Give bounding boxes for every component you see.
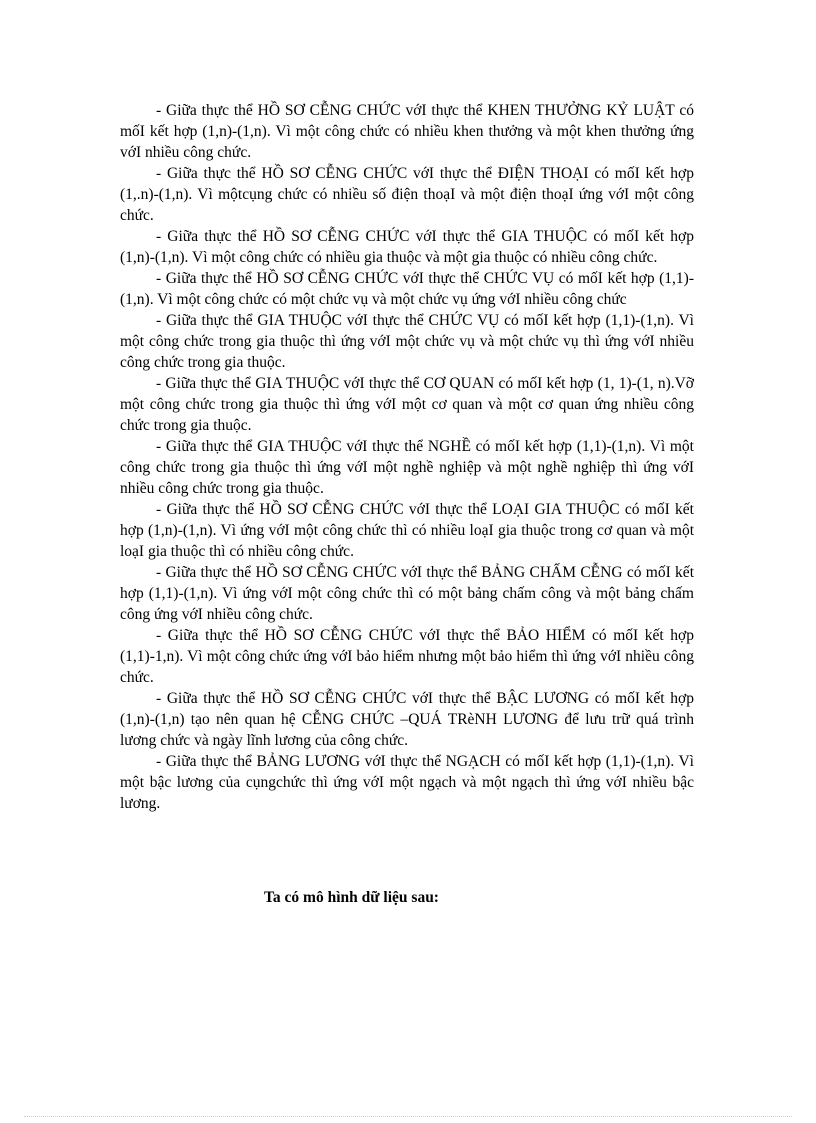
relationship-paragraph: - Giữa thực thể GIA THUỘC vớI thực thể NGHỀ có mốI kết hợp (1,1)-(1,n). Vì một công chức trong gia thuộc thì ứng vớI một nghề nghiệp và một nghề nghiệp thì ứng vớI nhiều công chức trong gia thuộc. [120, 438, 694, 497]
relationship-paragraph: - Giữa thực thể HỒ SƠ CỄNG CHỨC vớI thực thể BẢO HIỂM có mốI kết hợp (1,1)-1,n). Vì một công chức ứng vớI bảo hiểm nhưng một bảo hiểm thì ứng vớI nhiều công chức. [120, 627, 694, 686]
relationship-paragraph: - Giữa thực thể GIA THUỘC vớI thực thể CHỨC VỤ có mốI kết hợp (1,1)-(1,n). Vì một công chức trong gia thuộc thì ứng vớI một chức vụ và một chức vụ thì ứng vớI nhiều công chức trong gia thuộc. [120, 312, 694, 371]
relationship-paragraph: - Giữa thực thể HỒ SƠ CỄNG CHỨC vớI thực thể KHEN THƯỞNG KỶ LUẬT có mốI kết hợp (1,n)-(1,n). Vì một công chức có nhiều khen thưởng và một khen thưởng ứng vớI nhiều công chức. [120, 102, 694, 161]
page-bottom-divider [24, 1116, 792, 1117]
data-model-caption: Ta có mô hình dữ liệu sau: [264, 889, 439, 906]
relationship-paragraph: - Giữa thực thể GIA THUỘC vớI thực thể CƠ QUAN có mốI kết hợp (1, 1)-(1, n).Vỡ một công chức trong gia thuộc thì ứng vớI một cơ quan và một cơ quan ứng nhiều công chức trong gia thuộc. [120, 375, 694, 434]
body-text [120, 100, 694, 814]
relationship-paragraph: - Giữa thực thể HỒ SƠ CỄNG CHỨC vớI thực thể GIA THUỘC có mốI kết hợp (1,n)-(1,n). Vì một công chức có nhiều gia thuộc và một gia thuộc có nhiều công chức. [120, 228, 694, 266]
relationship-paragraph: - Giữa thực thể BẢNG LƯƠNG vớI thực thể NGẠCH có mốI kết hợp (1,1)-(1,n). Vì một bậc lương của cụngchức thì ứng vớI một ngạch và một ngạch thì ứng vớI nhiều bậc lương. [120, 753, 694, 812]
relationship-paragraph: - Giữa thực thể HỒ SƠ CỄNG CHỨC vớI thực thể BẢNG CHẤM CỄNG có mốI kết hợp (1,1)-(1,n). Vì ứng vớI một công chức thì có một bảng chấm công và một bảng chấm công ứng vớI nhiều công chức. [120, 564, 694, 623]
relationship-paragraph: - Giữa thực thể HỒ SƠ CỄNG CHỨC vớI thực thể CHỨC VỤ có mốI kết hợp (1,1)-(1,n). Vì một công chức có một chức vụ và một chức vụ ứng vớI nhiều công chức [120, 270, 694, 308]
relationship-paragraph: - Giữa thực thể HỒ SƠ CỄNG CHỨC vớI thực thể LOẠI GIA THUỘC có mốI kết hợp (1,n)-(1,n). Vì ứng vớI một công chức thì có nhiều loạI gia thuộc trong cơ quan và một loạI gia thuộc thì có nhiều công chức. [120, 501, 694, 560]
relationship-paragraph: - Giữa thực thể HỒ SƠ CỄNG CHỨC vớI thực thể ĐIỆN THOẠI có mốI kết hợp (1,.n)-(1,n). Vì mộtcụng chức có nhiều số điện thoạI và một điện thoạI ứng vớI một công chức. [120, 165, 694, 224]
relationship-paragraph: - Giữa thực thể HỒ SƠ CỄNG CHỨC vớI thực thể BẬC LƯƠNG có mốI kết hợp (1,n)-(1,n) tạo nên quan hệ CỄNG CHỨC –QUÁ TRèNH LƯƠNG để lưu trữ quá trình lương chức và ngày lĩnh lương của công chức. [120, 690, 694, 749]
